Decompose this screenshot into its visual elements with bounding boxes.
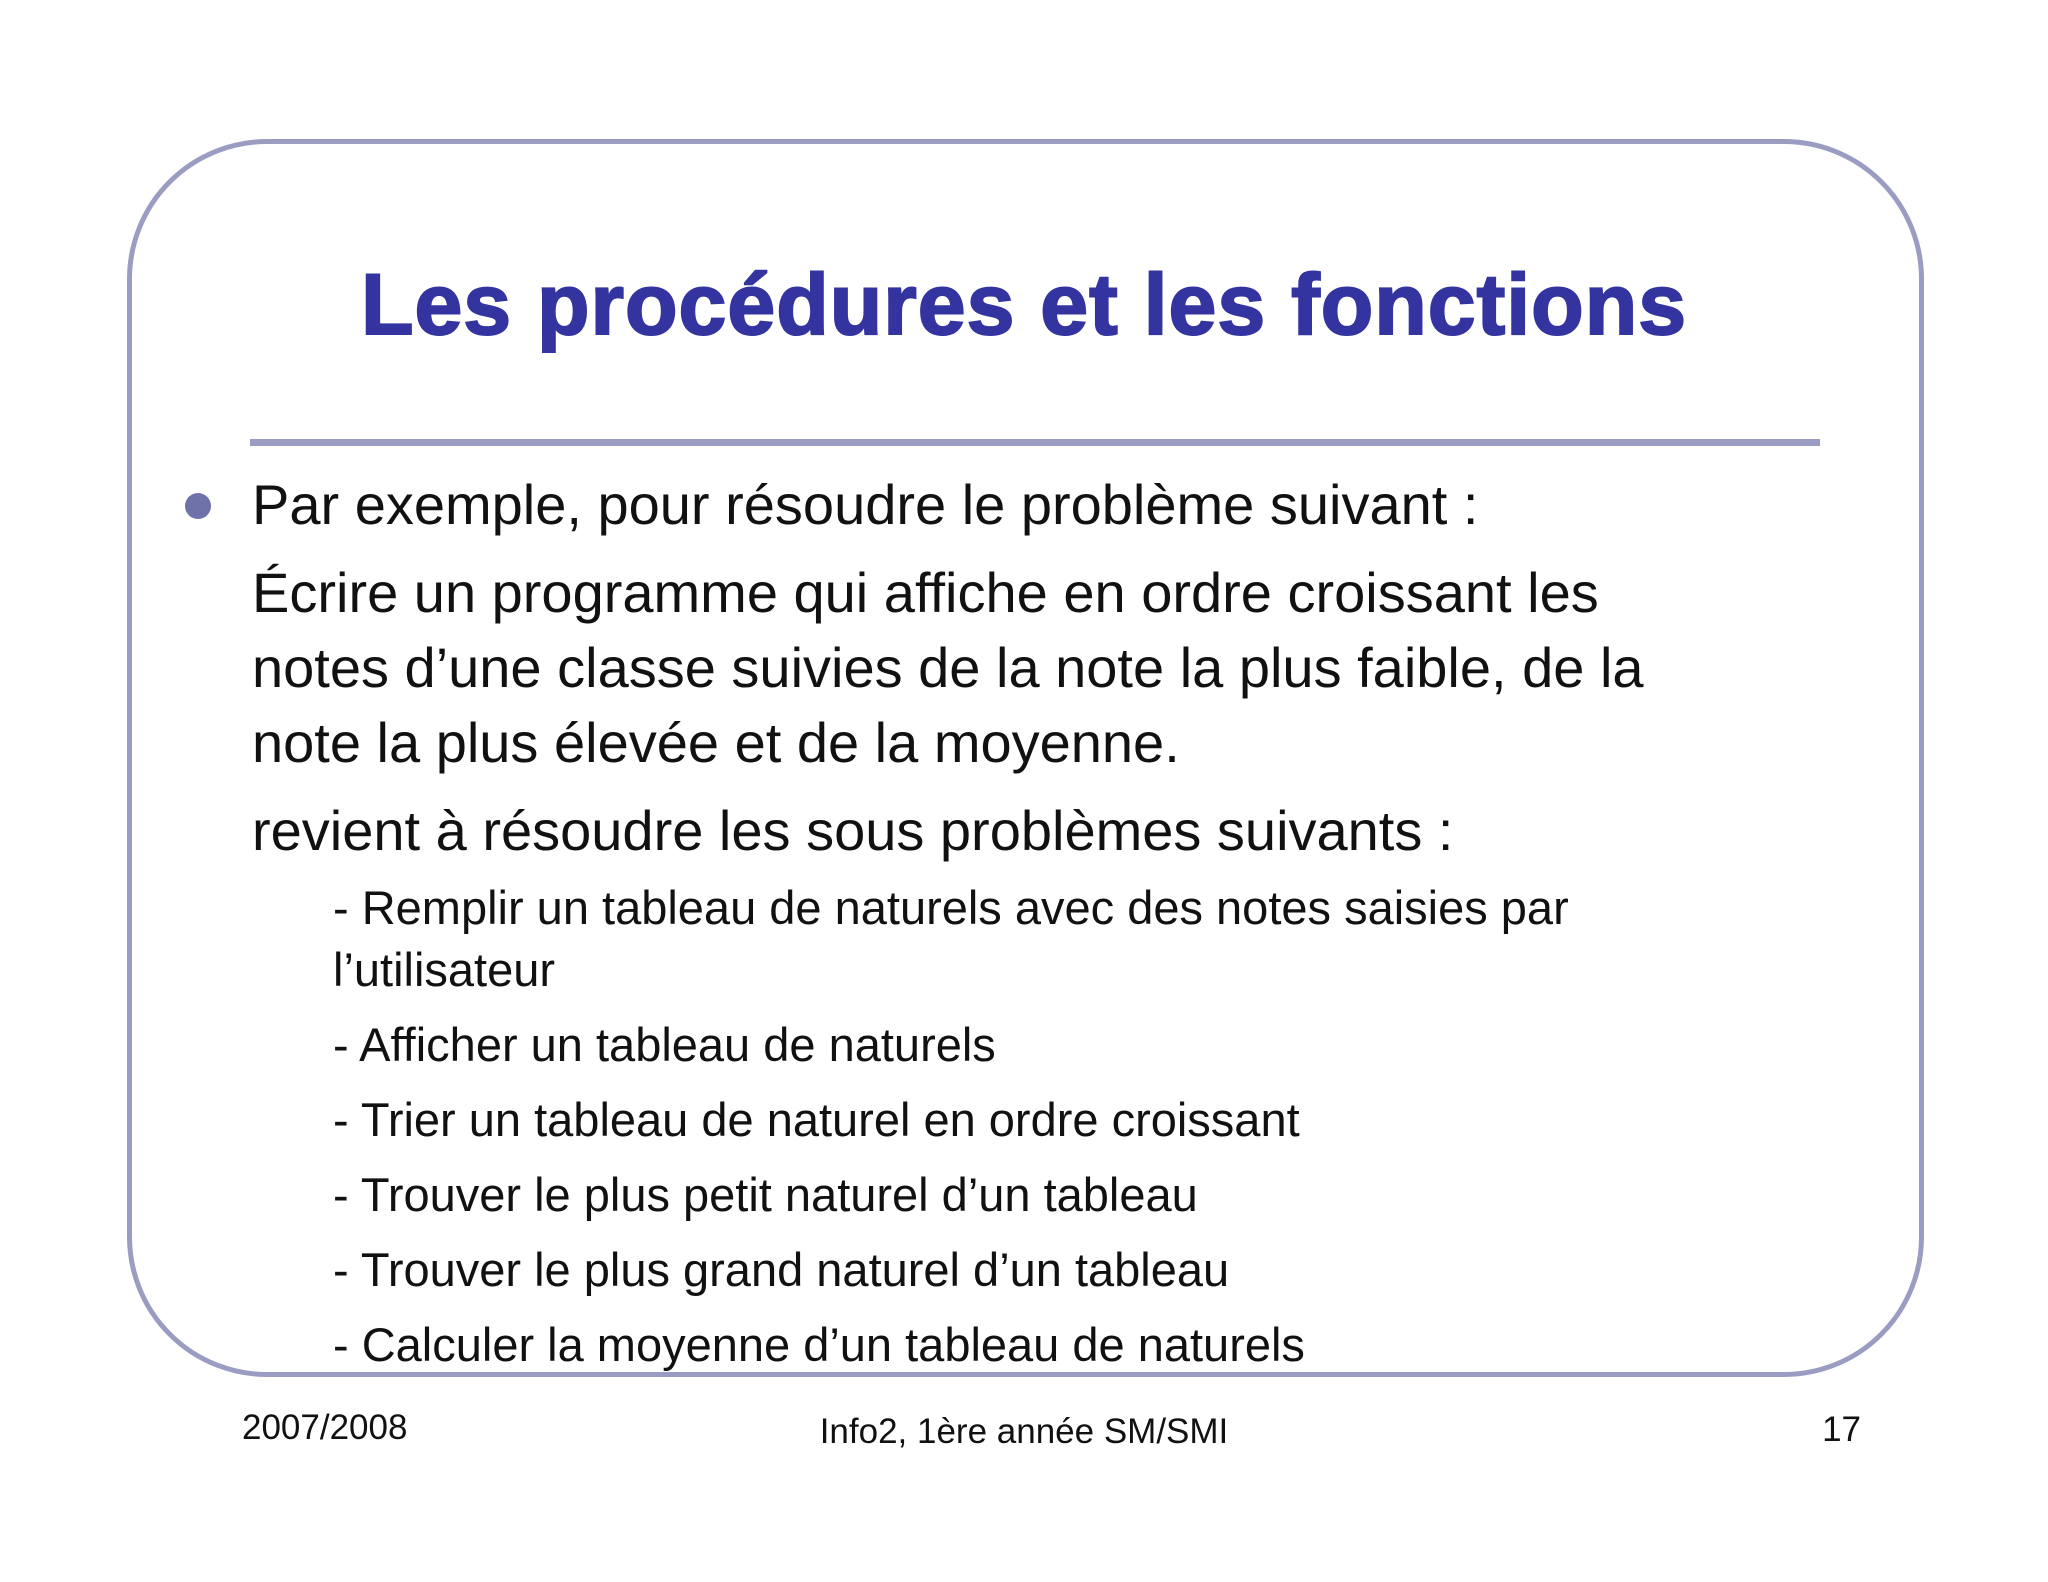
- problem-line: notes d’une classe suivies de la note la plus faible, de la: [252, 636, 1644, 699]
- subproblem-item: [333, 1239, 1833, 1301]
- footer-course: Info2, 1ère année SM/SMI: [819, 1412, 1229, 1451]
- bullet-intro: Par exemple, pour résoudre le problème suivant :: [252, 473, 1479, 536]
- subproblem-line: - Trouver le plus grand naturel d’un tableau: [333, 1243, 1230, 1296]
- subproblem-item: [333, 1314, 1833, 1376]
- bullet-dot-icon: [185, 493, 211, 519]
- subproblem-line: l’utilisateur: [333, 943, 556, 996]
- subproblem-line: - Trier un tableau de naturel en ordre croissant: [333, 1093, 1300, 1146]
- subproblem-item: [333, 877, 1833, 1001]
- problem-line: Écrire un programme qui affiche en ordre croissant les: [252, 561, 1599, 624]
- subproblem-item: [333, 1164, 1833, 1226]
- subproblem-line: - Remplir un tableau de naturels avec des notes saisies par: [333, 881, 1569, 934]
- slide-title: Les procédures et les fonctions: [360, 257, 1688, 353]
- subproblem-item: [333, 1089, 1833, 1151]
- footer-year: 2007/2008: [242, 1408, 408, 1447]
- subproblem-line: - Afficher un tableau de naturels: [333, 1018, 996, 1071]
- subproblem-item: [333, 1014, 1833, 1076]
- footer-page-number: 17: [1822, 1410, 1861, 1449]
- subproblem-line: - Trouver le plus petit naturel d’un tableau: [333, 1168, 1198, 1221]
- subproblem-line: - Calculer la moyenne d’un tableau de naturels: [333, 1318, 1305, 1371]
- transition-text: revient à résoudre les sous problèmes suivants :: [252, 799, 1454, 862]
- title-divider: [250, 439, 1820, 446]
- problem-line: note la plus élevée et de la moyenne.: [252, 711, 1180, 774]
- problem-statement: [252, 555, 1644, 780]
- subproblem-list: [333, 877, 1833, 1389]
